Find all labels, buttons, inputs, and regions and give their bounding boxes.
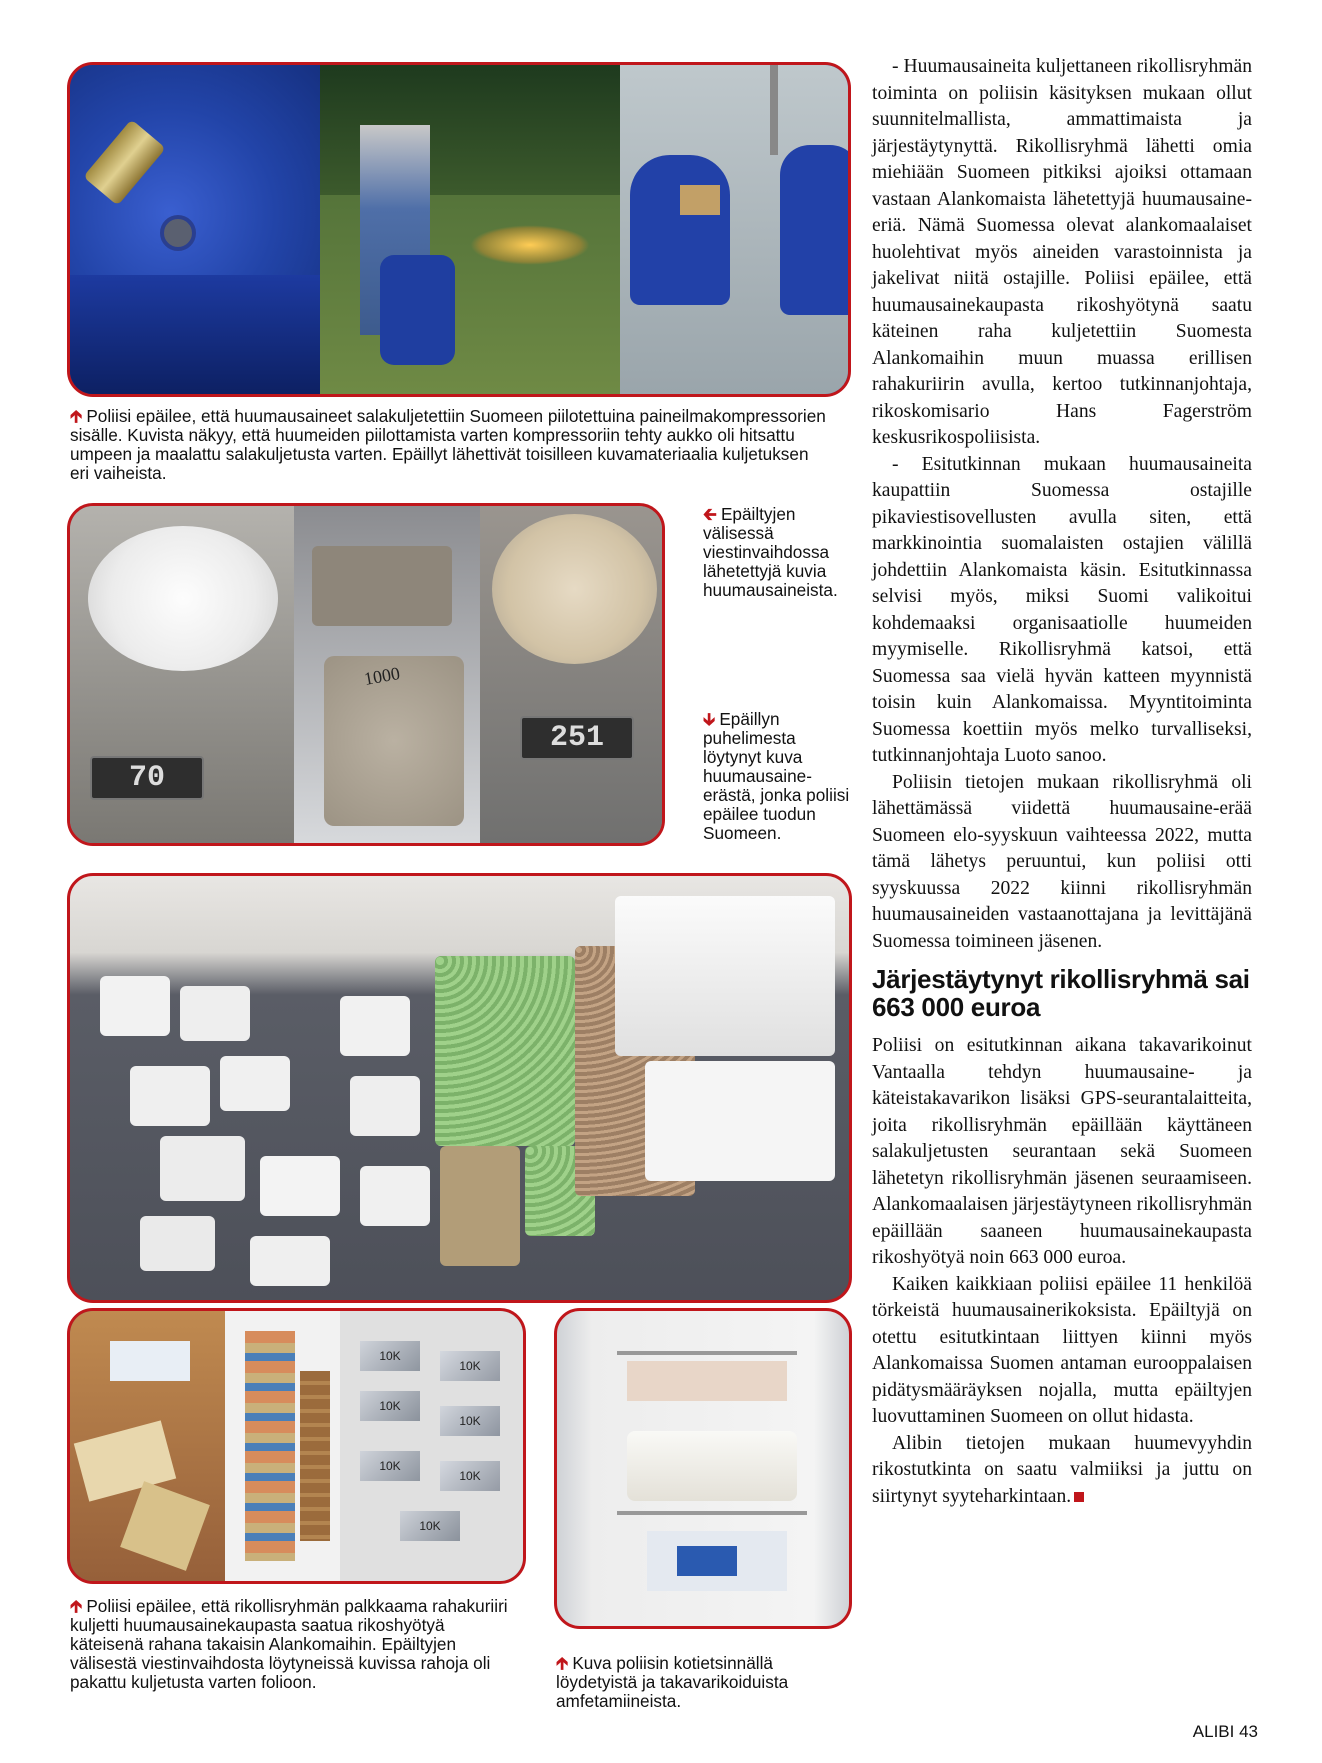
article-paragraph: - Huumausaineita kuljettaneen rikollisryhmän toiminta on poliisin käsityksen mukaan ollut suunnitelmallista, ammattimaista ja järjestäytynyttä. Rikollisryhmä lähetti omia miehiään Suomeen pitkiksi ajoiksi ottamaan vastaan Alankomaista lähetettyjä huumausaine-eriä. Nämä Suomessa olevat alankomaalaiset huolehtivat myös aineiden varastoinnista ja jakelivat niitä ostajille. Poliisi epäilee, että huumausainekaupasta rikoshyötynä saatu käteinen raha kuljetettiin Suomesta Alankomaihin muun muassa erillisen rahakuriirin avulla, kertoo tutkinnanjohtaja, rikoskomisario Hans Fagerström keskusrikospoliisista. bbox=[872, 56, 1252, 448]
arrow-up-icon: 🡱 bbox=[556, 1653, 569, 1673]
page-folio: ALIBI 43 bbox=[1192, 1722, 1258, 1741]
foil-packets-panel bbox=[340, 1311, 526, 1581]
caption-cash: 🡱 Poliisi epäilee, että rikollisryhmän palkkaama rahakuriiri kuljetti huumausainekaupasta saatua rikoshyötyä käteisenä rahana takaisin Alankomaihin. Epäiltyjen välisestä viestinvaihdosta löytyneissä kuvissa rahoja oli pakattu kuljetusta varten folioon. bbox=[70, 1596, 508, 1692]
foil-label: 10K bbox=[440, 1461, 500, 1491]
pill-bowl-panel bbox=[480, 506, 665, 843]
foil-label: 10K bbox=[440, 1406, 500, 1436]
opened-compressor-panel bbox=[620, 65, 851, 394]
compressor-photos bbox=[67, 62, 851, 397]
bag-label: 1000 bbox=[362, 663, 402, 689]
cash-bundles-panel bbox=[225, 1311, 340, 1581]
foil-label: 10K bbox=[360, 1391, 420, 1421]
drug-sample-photos bbox=[67, 503, 665, 846]
foil-label: 10K bbox=[360, 1451, 420, 1481]
cash-table-panel bbox=[70, 1311, 225, 1581]
caption-messages: 🡰 Epäiltyjen välisessä viestinvaihdossa lähetettyjä kuvia huumausaineista. bbox=[703, 504, 838, 600]
section-heading: Järjestäytynyt rikollisryhmä sai 663 000 euroa bbox=[872, 964, 1250, 1022]
compressor-tank-panel bbox=[70, 65, 320, 394]
white-powder-panel bbox=[70, 506, 294, 843]
article-paragraph: - Esitutkinnan mukaan huumausaineita kaupattiin Suomessa ostajille pikaviestisovellusten avulla siten, että markkinointia suomalaisten ostajien välillä johdettiin Alankomaista käsin. Esitutkinnassa selvisi myös, miksi Suomi valikoitui kohdemaaksi organisaatiolle huumeiden myymiselle. Rikollisryhmä katsoi, että Suomessa saa vielä hyvän katteen myynnistä toisin kuin Alankomaissa. Myyntitoiminta Suomessa koettiin myös melko turvalliseksi, tutkinnanjohtaja Luoto sanoo. bbox=[872, 453, 1252, 766]
fridge-photo bbox=[554, 1308, 852, 1629]
article-paragraph: Kaiken kaikkiaan poliisi epäilee 11 henkilöä törkeistä huumausainerikoksista. Epäiltyjä on otettu esitutkintaan liittyen kiinni myös Alankomaissa Suomen antaman eurooppalaisen pidätysmääräyksen nojalla, mutta epäiltyjen luovuttaminen Suomeen on ollut hidasta. bbox=[872, 1273, 1252, 1427]
caption-compressors: 🡱 Poliisi epäilee, että huumausaineet salakuljetettiin Suomeen piilotettuina paineilmakompressorien sisälle. Kuvista näkyy, että huumeiden piilottamista varten kompressoriin tehty aukko oli hitsattu umpeen ja maalattu salakuljetusta varten. Epäillyt lähettivät toisilleen kuvamateriaalia kuljetuksen eri vaiheista. bbox=[70, 406, 826, 483]
arrow-left-icon: 🡰 bbox=[703, 504, 717, 524]
welding-panel bbox=[320, 65, 620, 394]
arrow-up-icon: 🡱 bbox=[70, 406, 83, 426]
end-mark-icon bbox=[1074, 1492, 1084, 1502]
cash-photos bbox=[67, 1308, 526, 1584]
arrow-up-icon: 🡱 bbox=[70, 1596, 83, 1616]
article-paragraph: Alibin tietojen mukaan huumevyyhdin rikostutkinta on saatu valmiiksi ja juttu on siirtynyt syyteharkintaan. bbox=[872, 1432, 1252, 1507]
caption-phone: 🡳 Epäillyn puhelimesta löytynyt kuva huumausaine-erästä, jonka poliisi epäilee tuodun Suomeen. bbox=[703, 709, 850, 843]
scale-display: 70 bbox=[90, 756, 204, 800]
foil-label: 10K bbox=[400, 1511, 460, 1541]
scale-display: 251 bbox=[520, 716, 634, 760]
pill-bag-panel bbox=[294, 506, 480, 843]
article-paragraph: Poliisi on esitutkinnan aikana takavarikoinut Vantaalla tehdyn huumausaine- ja käteistakavarikon lisäksi GPS-seurantalaitteita, joita rikollisryhmän epäillään käyttäneen salakuljetusten seurantaan sekä Suomeen lähetetyn rikollisryhmän jäsenen seuraamiseen. Alankomaalaisen järjestäytyneen rikollisryhmän epäillään saaneen huumausainekaupasta rikoshyötyä noin 663 000 euroa. bbox=[872, 1035, 1252, 1268]
article-body bbox=[872, 54, 1252, 1510]
foil-label: 10K bbox=[360, 1341, 420, 1371]
foil-label: 10K bbox=[440, 1351, 500, 1381]
arrow-down-icon: 🡳 bbox=[703, 709, 716, 729]
article-paragraph: Poliisin tietojen mukaan rikollisryhmä oli lähettämässä viidettä huumausaine-erää Suomeen elo-syyskuun vaihteessa 2022, mutta tämä lähetys peruuntui, kun poliisi otti syyskuussa 2022 kiinni rikollisryhmän huumausaineiden vastaanottajana ja levittäjänä Suomessa toimineen jäsenen. bbox=[872, 771, 1252, 952]
seized-drugs-photo bbox=[67, 873, 852, 1303]
caption-fridge: 🡱 Kuva poliisin kotietsinnällä löydetyistä ja takavarikoiduista amfetamiineista. bbox=[556, 1653, 789, 1711]
